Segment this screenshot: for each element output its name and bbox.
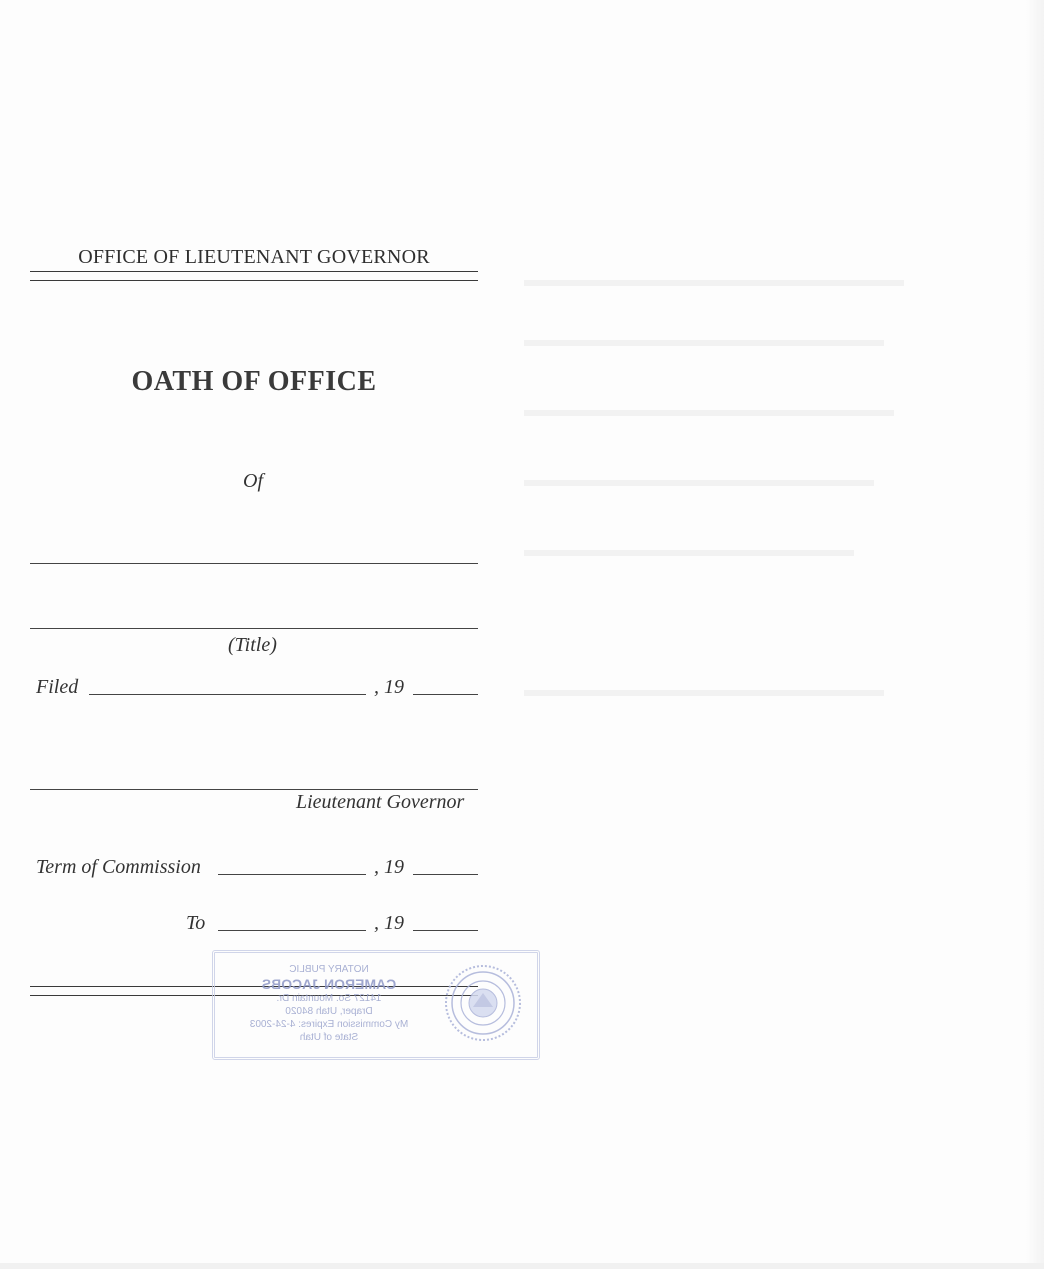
- office-heading: OFFICE OF LIEUTENANT GOVERNOR: [78, 246, 430, 268]
- term-year-prefix: , 19: [374, 856, 404, 878]
- filed-date-line: [89, 694, 366, 695]
- stamp-line-5: My Commission Expires: 4-24-2003: [249, 1019, 409, 1030]
- bleed-through-text: [524, 280, 904, 760]
- notary-stamp-text: [229, 963, 429, 1044]
- document-title: OATH OF OFFICE: [131, 366, 377, 397]
- to-label: To: [186, 912, 206, 934]
- header-rule-top: [30, 271, 478, 272]
- lt-governor-signature-line: [30, 789, 478, 790]
- filed-label: Filed: [36, 676, 79, 698]
- to-year-prefix: , 19: [374, 912, 404, 934]
- stamp-line-2: CAMERON JACOBS: [261, 976, 397, 992]
- header-rule-bottom: [30, 280, 478, 281]
- stamp-line-1: NOTARY PUBLIC: [289, 964, 369, 975]
- title-label: (Title): [228, 634, 277, 656]
- lt-governor-label: Lieutenant Governor: [296, 791, 465, 813]
- stamp-line-4: Draper, Utah 84020: [285, 1006, 373, 1017]
- term-from-line: [218, 874, 366, 875]
- page-edge-shadow: [1026, 0, 1044, 1269]
- to-date-line: [218, 930, 366, 931]
- to-year-line: [413, 930, 478, 931]
- term-year-line: [413, 874, 478, 875]
- of-label: Of: [243, 470, 263, 492]
- filed-year-line: [413, 694, 478, 695]
- state-seal-icon: [443, 963, 523, 1043]
- term-label: Term of Commission: [36, 856, 201, 878]
- filed-year-prefix: , 19: [374, 676, 404, 698]
- stamp-line-3: 14127 So. Mountain Dr.: [276, 993, 382, 1004]
- page-bottom-edge: [0, 1263, 1044, 1269]
- name-line: [30, 563, 478, 564]
- stamp-line-6: State of Utah: [299, 1032, 359, 1043]
- title-line: [30, 628, 478, 629]
- notary-stamp: [212, 950, 540, 1060]
